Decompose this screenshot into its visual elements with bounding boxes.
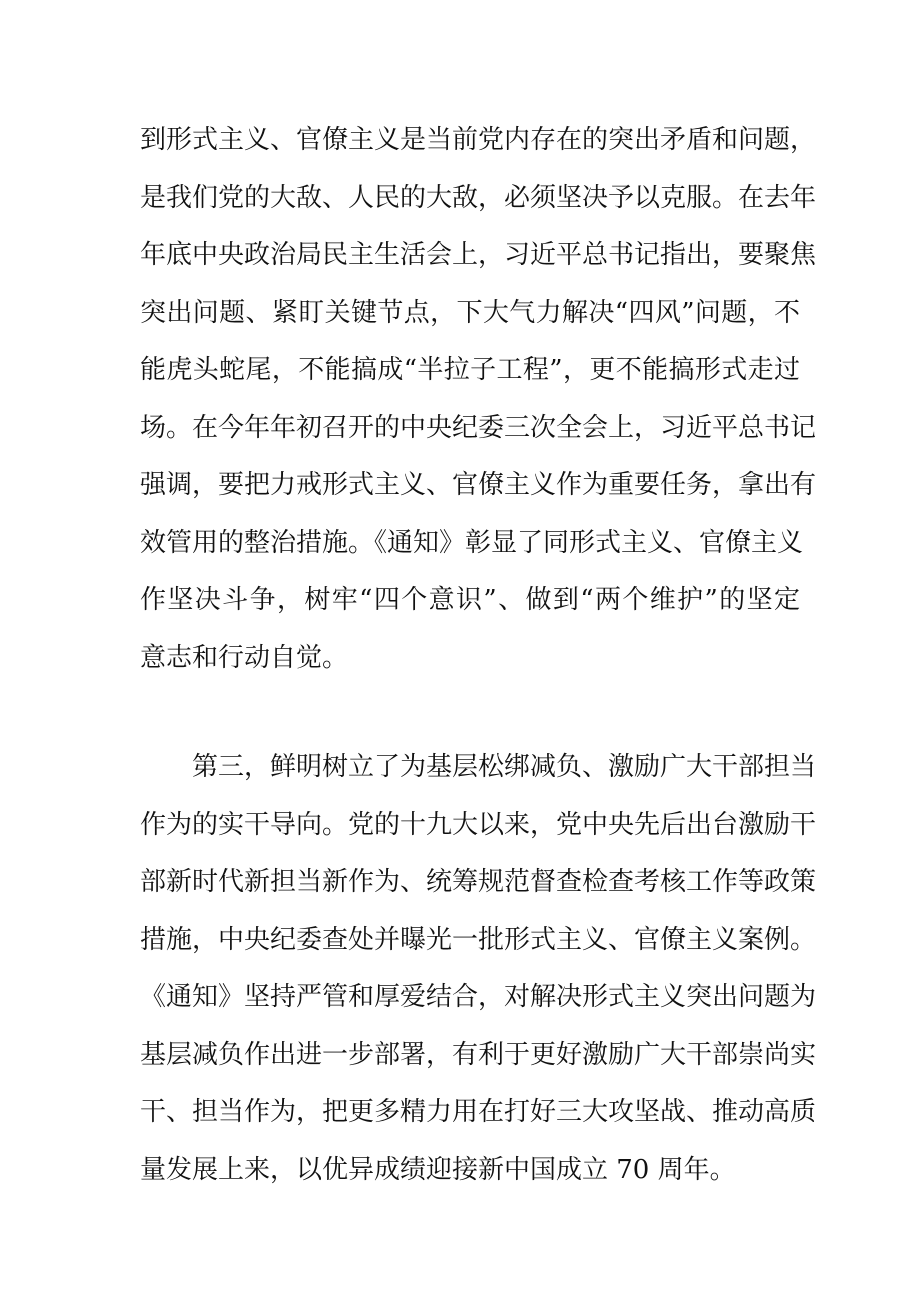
text-line: 突出问题、紧盯关键节点，下大气力解决“四风”问题，不 — [140, 297, 800, 328]
text-line: 意志和行动自觉。 — [140, 642, 349, 673]
document-body — [140, 112, 817, 1199]
text-line: 量发展上来，以优异成绩迎接新中国成立 70 周年。 — [140, 1154, 736, 1185]
text-line: 第三，鲜明树立了为基层松绑减负、激励广大干部担当 — [192, 752, 817, 782]
text-line: 年底中央政治局民主生活会上，习近平总书记指出，要聚焦 — [140, 240, 817, 270]
paragraph-1 — [140, 112, 817, 687]
text-line: 到形式主义、官僚主义是当前党内存在的突出矛盾和问题， — [140, 125, 817, 155]
text-line: 作坚决斗争，树牢“四个意识”、做到“两个维护”的坚定 — [140, 585, 800, 615]
text-line: 措施，中央纪委查处并曝光一批形式主义、官僚主义案例。 — [140, 924, 817, 955]
text-line: 强调，要把力戒形式主义、官僚主义作为重要任务，拿出有 — [140, 470, 817, 500]
text-line: 场。在今年年初召开的中央纪委三次全会上，习近平总书记 — [140, 412, 817, 443]
text-line: 部新时代新担当新作为、统筹规范督查检查考核工作等政策 — [140, 867, 817, 897]
text-line: 是我们党的大敌、人民的大敌，必须坚决予以克服。在去年 — [140, 182, 817, 213]
text-line: 干、担当作为，把更多精力用在打好三大攻坚战、推动高质 — [140, 1097, 817, 1127]
text-line: 《通知》坚持严管和厚爱结合，对解决形式主义突出问题为 — [140, 982, 817, 1012]
paragraph-2 — [140, 739, 817, 1199]
paragraph-spacer — [140, 687, 800, 739]
text-line: 基层减负作出进一步部署，有利于更好激励广大干部崇尚实 — [140, 1039, 817, 1070]
text-line: 能虎头蛇尾，不能搞成“半拉子工程”，更不能搞形式走过 — [140, 355, 800, 385]
text-line: 作为的实干导向。党的十九大以来，党中央先后出台激励干 — [140, 809, 817, 840]
text-line: 效管用的整治措施。《通知》彰显了同形式主义、官僚主义 — [140, 527, 804, 558]
